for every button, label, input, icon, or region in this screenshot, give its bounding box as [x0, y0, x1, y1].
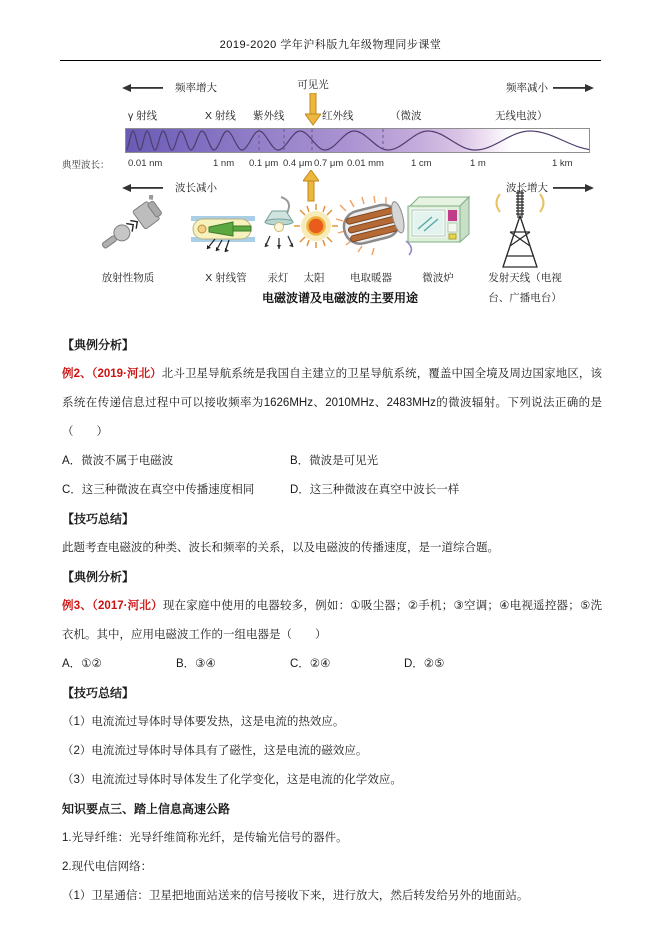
spectrum-band: [125, 128, 590, 153]
example2-options-row2: [62, 476, 602, 505]
typical-wavelength-label: 典型波长：: [62, 160, 110, 171]
example3-heading: 【典例分析】: [62, 570, 135, 584]
visible-light-down-arrow-icon: [305, 93, 321, 129]
freq-decrease-label: 频率减小: [506, 82, 548, 94]
source-label-radioactive: 放射性物质: [101, 272, 155, 284]
option-b: B．③④: [176, 658, 216, 670]
example3-options-row: [62, 650, 602, 679]
source-label-antenna-line1: 发射天线（电视: [488, 272, 562, 284]
option-d: D．这三种微波在真空中波长一样: [290, 484, 460, 496]
band-radio-label: 无线电波）: [495, 110, 548, 122]
wavelength-increase-label: 波长增大: [506, 182, 548, 194]
example3-body: 现在家庭中使用的电器较多，例如：①吸尘器；②手机；③空调；④电视遥控器；⑤洗衣机。其中，应用电磁波工作的一组电器是（ ）: [62, 600, 603, 641]
source-label-xray-tube: X 射线管: [205, 272, 247, 284]
transmitting-antenna-icon: [488, 188, 552, 273]
example2-tag: 例2、（2019·河北）: [62, 368, 162, 380]
band-uv-label: 紫外线: [253, 110, 285, 122]
band-microwave-label: （微波: [390, 110, 422, 122]
source-label-microwave-oven: 微波炉: [422, 272, 454, 284]
option-a: A．①②: [62, 658, 102, 670]
source-label-sun: 太阳: [303, 272, 325, 284]
microwave-oven-icon: [402, 192, 474, 253]
worksheet-content: [62, 331, 602, 911]
option-b: B．微波是可见光: [290, 455, 379, 467]
page-title: 2019-2020 学年沪科版九年级物理同步课堂: [219, 39, 442, 51]
band-xray-label: X 射线: [205, 110, 236, 122]
right-arrow-icon: [552, 83, 594, 96]
option-c: C．这三种微波在真空中传播速度相同: [62, 484, 255, 496]
radioactive-source-icon: [95, 195, 165, 260]
tick-1cm: 1 cm: [411, 158, 432, 169]
option-c: C．②④: [290, 658, 331, 670]
tick-07um: 0.7 μm: [314, 158, 344, 169]
example3-question: [62, 592, 602, 650]
figure-caption: 电磁波谱及电磁波的主要用途: [261, 291, 419, 305]
band-ir-label: 红外线: [322, 110, 354, 122]
em-spectrum-figure: [0, 70, 661, 315]
tips2-item-2: （2）电流流过导体时导体具有了磁性，这是电流的磁效应。: [62, 745, 368, 757]
tick-1nm: 1 nm: [213, 158, 235, 169]
example2-question: [62, 360, 602, 447]
option-a: A．微波不属于电磁波: [62, 455, 174, 467]
band-gamma-label: γ 射线: [128, 110, 158, 122]
tick-01um: 0.1 μm: [249, 158, 279, 169]
wavelength-decrease-label: 波长减小: [175, 182, 217, 194]
header-divider: [60, 60, 601, 61]
knowledge-item-3: （1）卫星通信：卫星把地面站送来的信号接收下来，进行放大，然后转发给另外的地面站。: [62, 890, 529, 902]
example2-heading: 【典例分析】: [62, 338, 135, 352]
tips2-item-1: （1）电流流过导体时导体要发热，这是电流的热效应。: [62, 716, 345, 728]
tick-001mm: 0.01 mm: [347, 158, 384, 169]
tips1-body: 此题考查电磁波的种类、波长和频率的关系，以及电磁波的传播速度，是一道综合题。: [62, 542, 499, 554]
em-wave-icon: [126, 129, 589, 152]
left-arrow-icon: [122, 83, 164, 96]
tick-1km: 1 km: [552, 158, 573, 169]
source-label-heater: 电取暖器: [350, 272, 392, 284]
knowledge-heading: 知识要点三、踏上信息高速公路: [62, 802, 231, 816]
tick-1m: 1 m: [470, 158, 486, 169]
tick-001nm: 0.01 nm: [128, 158, 163, 169]
tips2-heading: 【技巧总结】: [62, 686, 135, 700]
knowledge-item-2: 2.现代电信网络：: [62, 861, 153, 873]
tick-04um: 0.4 μm: [283, 158, 313, 169]
example2-body: 北斗卫星导航系统是我国自主建立的卫星导航系统，覆盖中国全境及周边国家地区，该系统在传递信息过程中可以接收频率为1626MHz、2010MHz、2483MHz的微波辐射。下列说法正确的是（ ）: [62, 368, 602, 438]
tips1-heading: 【技巧总结】: [62, 512, 135, 526]
visible-light-up-arrow-icon: [303, 170, 319, 205]
example2-options-row1: [62, 447, 602, 476]
visible-light-label: 可见光: [297, 79, 329, 91]
source-label-mercury-lamp: 汞灯: [267, 272, 289, 284]
knowledge-item-1: 1.光导纤维：光导纤维简称光纤，是传输光信号的器件。: [62, 832, 348, 844]
option-d: D．②⑤: [404, 658, 445, 670]
freq-increase-label: 频率增大: [175, 82, 217, 94]
tips2-item-3: （3）电流流过导体时导体发生了化学变化，这是电流的化学效应。: [62, 774, 402, 786]
source-label-antenna-line2: 台、广播电台）: [488, 292, 562, 304]
right-arrow-icon: [552, 183, 594, 196]
example3-tag: 例3、（2017·河北）: [62, 600, 163, 612]
